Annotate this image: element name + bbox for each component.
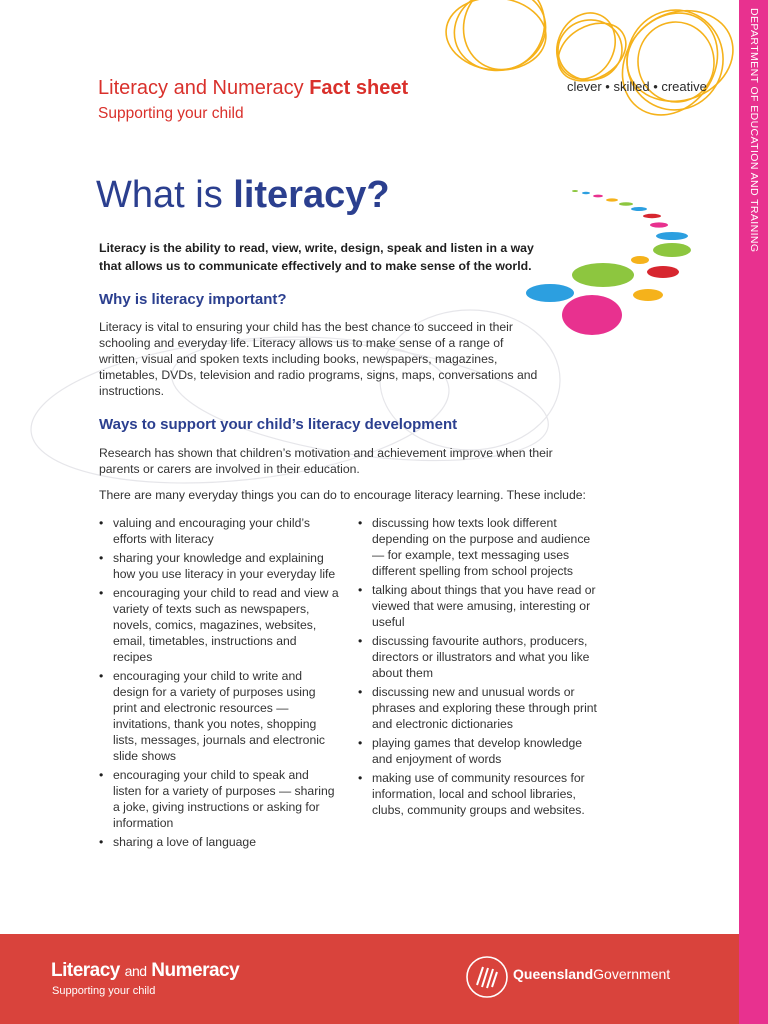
page-title: What is literacy? bbox=[96, 174, 390, 216]
list-item: • encouraging your child to write and design for a variety of purposes using print and electronic resources — invitations, thank you notes, shopping lists, messages, journals and electronic slide shows bbox=[99, 668, 339, 764]
list-item: • sharing a love of language bbox=[99, 834, 339, 850]
list-item: • valuing and encouraging your child’s efforts with literacy bbox=[99, 515, 339, 547]
tagline: clever • skilled • creative bbox=[567, 79, 707, 94]
list-item: • playing games that develop knowledge and enjoyment of words bbox=[358, 735, 598, 767]
ways-heading: Ways to support your child’s literacy development bbox=[99, 416, 458, 433]
list-item: • discussing new and unusual words or phrases and exploring these through print and electronic dictionaries bbox=[358, 684, 598, 732]
footer-brand: Literacy and Numeracy bbox=[51, 960, 240, 981]
fact-sheet-header-title: Literacy and Numeracy Fact sheet bbox=[98, 77, 409, 99]
list-item: • discussing how texts look different depending on the purpose and audience — for example, text messaging uses different spelling from school projects bbox=[358, 515, 598, 579]
list-item: • encouraging your child to read and view a variety of texts such as newspapers, novels, comics, magazines, websites, email, timetables, instructions and recipes bbox=[99, 585, 339, 665]
scribble-circles-decoration bbox=[440, 0, 740, 140]
queensland-government-label: QueenslandGovernment bbox=[513, 966, 671, 982]
list-item: • encouraging your child to speak and listen for a variety of purposes — sharing a joke, giving instructions or asking for information bbox=[99, 767, 339, 831]
footer-brand-subtitle: Supporting your child bbox=[52, 985, 156, 997]
everyday-paragraph: There are many everyday things you can do to encourage literacy learning. These include: bbox=[99, 488, 586, 502]
why-heading: Why is literacy important? bbox=[99, 291, 287, 308]
research-paragraph: Research has shown that children’s motivation and achievement improve when their parents or carers are involved in their education. bbox=[99, 446, 553, 476]
colour-stones-decoration bbox=[520, 185, 700, 345]
bullet-list-right bbox=[358, 515, 598, 821]
bullet-list-left bbox=[99, 515, 339, 853]
list-item: • discussing favourite authors, producers, directors or illustrators and what you like about them bbox=[358, 633, 598, 681]
list-item: • making use of community resources for information, local and school libraries, clubs, community groups and websites. bbox=[358, 770, 598, 818]
queensland-crest-icon bbox=[465, 955, 509, 999]
list-item: • talking about things that you have read or viewed that were amusing, interesting or useful bbox=[358, 582, 598, 630]
list-item: • sharing your knowledge and explaining how you use literacy in your everyday life bbox=[99, 550, 339, 582]
fact-sheet-header-subtitle: Supporting your child bbox=[98, 105, 244, 122]
intro-paragraph: Literacy is the ability to read, view, write, design, speak and listen in a way that allows us to communicate effectively and to make sense of the world. bbox=[99, 241, 534, 273]
why-paragraph: Literacy is vital to ensuring your child has the best chance to succeed in their schooling and everyday life. Literacy allows us to make sense of a range of written, visual and spoken texts including books, newspapers, magazines, timetables, DVDs, television and radio programs, signs, maps, conversations and instructions. bbox=[99, 320, 538, 398]
department-label: DEPARTMENT OF EDUCATION AND TRAINING bbox=[748, 8, 760, 253]
